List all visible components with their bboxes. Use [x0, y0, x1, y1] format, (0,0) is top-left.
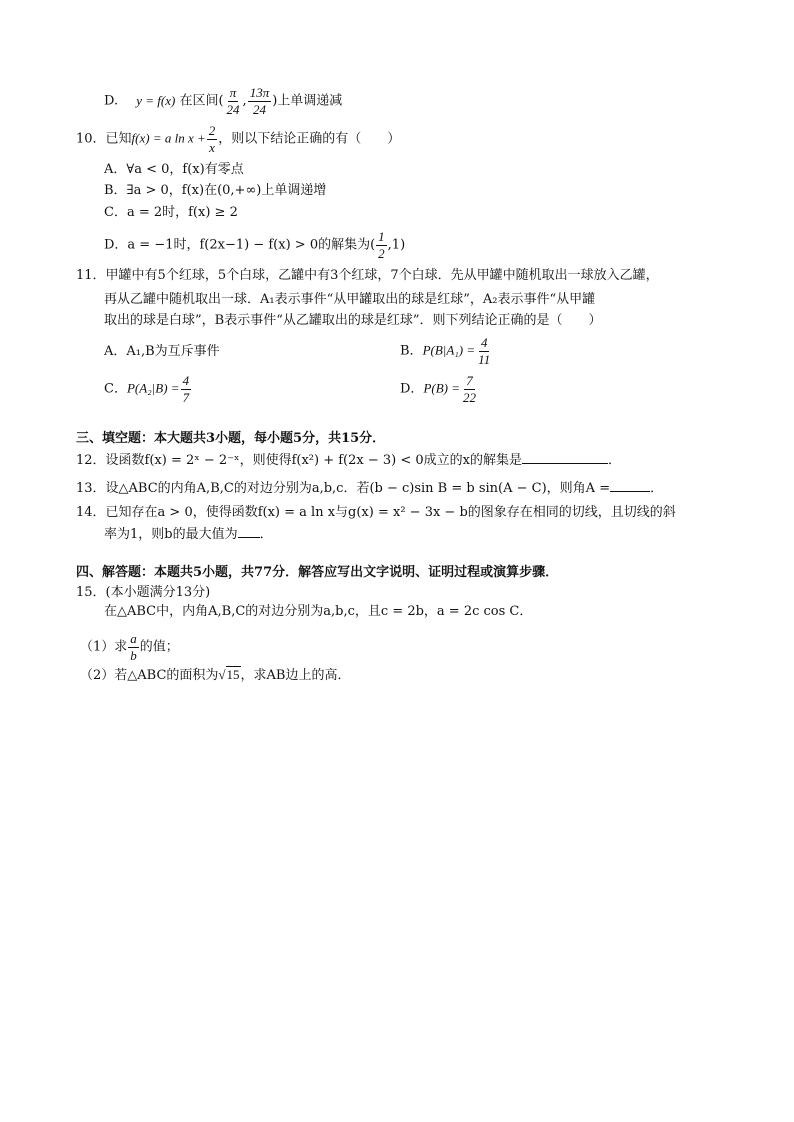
question-text: ．: [259, 527, 273, 542]
q11-option-a: A．A₁,B为互斥事件: [104, 344, 220, 359]
option-label: C．: [104, 381, 127, 397]
q11-stem-line3: 取出的球是白球”，B表示事件“从乙罐取出的球是红球”．则下列结论正确的是（ ）: [104, 313, 602, 328]
fraction-numerator: 13π: [249, 85, 270, 100]
fraction-numerator: π: [229, 85, 237, 100]
q15-title: 15．(本小题满分13分): [76, 585, 211, 600]
option-text: ,: [242, 93, 247, 109]
question-text: ．: [650, 481, 664, 496]
math-expression: P(B) =: [423, 380, 460, 396]
fraction-denominator: x: [209, 139, 215, 155]
q11-option-b: [400, 336, 493, 366]
q11-stem-line2: 再从乙罐中随机取出一球．A₁表示事件“从甲罐取出的球是红球”，A₂表示事件“从甲罐: [104, 292, 596, 307]
fraction: [376, 230, 387, 260]
fraction: [128, 632, 139, 662]
q13: [76, 482, 663, 495]
fraction: [461, 374, 478, 404]
fraction-numerator: 1: [378, 229, 385, 244]
fraction-numerator: a: [130, 631, 137, 646]
q11-option-d: [400, 374, 479, 404]
question-text: ．: [607, 453, 621, 468]
question-text: 10．已知: [76, 131, 132, 147]
answer-blank[interactable]: [610, 490, 650, 492]
fraction: [225, 86, 242, 116]
q14-line2: [104, 528, 273, 541]
option-text: D．a = −1时，f(2x−1) − f(x) > 0的解集为(: [104, 237, 376, 253]
q15-part1: [80, 632, 179, 662]
option-text: ,1): [387, 237, 406, 253]
question-text: （2）若△ABC的面积为: [80, 668, 219, 683]
question-text: 12．设函数f(x) = 2ˣ − 2⁻ˣ，则使得f(x²) + f(2x − 3) < 0成立的x的解集是: [76, 453, 522, 468]
section4-header: 四、解答题：本题共5小题，共77分．解答应写出文字说明、证明过程或演算步骤．: [76, 565, 559, 580]
q9-option-d: [104, 86, 342, 116]
section3-header: 三、填空题：本大题共3小题，每小题5分，共15分．: [76, 431, 386, 446]
fraction-denominator: 7: [182, 389, 190, 405]
option-label: D.: [104, 93, 119, 109]
fraction: [181, 374, 192, 404]
answer-blank[interactable]: [238, 536, 260, 538]
q15-stem: 在△ABC中，内角A,B,C的对边分别为a,b,c，且c = 2b，a = 2c cos C．: [104, 604, 533, 619]
fraction-numerator: 2: [208, 123, 216, 138]
q10-option-a: A．∀a < 0，f(x)有零点: [104, 162, 244, 177]
q12: [76, 454, 621, 467]
question-text: ，求AB边上的高．: [240, 668, 351, 683]
fraction: [476, 336, 492, 366]
fraction-denominator: 11: [478, 351, 491, 367]
q10-option-b: B．∃a > 0，f(x)在(0,+∞)上单调递增: [104, 183, 327, 198]
fraction-denominator: 2: [378, 245, 385, 261]
math-expression: P(A₂|B) =: [126, 380, 180, 396]
q10-stem: [76, 124, 400, 154]
fraction-numerator: 4: [480, 335, 488, 350]
fraction-numerator: 7: [466, 373, 473, 388]
q10-option-c: C．a = 2时，f(x) ≥ 2: [104, 205, 238, 220]
radicand: 15: [226, 667, 240, 682]
question-text: 率为1，则b的最大值为: [104, 527, 238, 542]
question-text: 13．设△ABC的内角A,B,C的对边分别为a,b,c．若(b − c)sin B = b sin(A − C)，则角A =: [76, 481, 611, 496]
question-text: 的值；: [139, 639, 179, 655]
fraction-denominator: 24: [226, 101, 240, 117]
option-text: 在区间(: [179, 93, 224, 109]
math-expression: y = f(x): [136, 92, 176, 108]
fraction-numerator: 4: [182, 373, 190, 388]
q15-part2: [80, 668, 351, 682]
math-expression: f(x) = a ln x +: [131, 130, 206, 146]
answer-blank[interactable]: [522, 462, 608, 464]
question-text: （1）求: [80, 639, 128, 655]
fraction: [248, 86, 272, 116]
option-label: B．: [400, 343, 423, 359]
square-root: √15: [218, 667, 240, 682]
option-label: D．: [400, 381, 424, 397]
q11-option-c: [104, 374, 192, 404]
fraction-denominator: 24: [252, 101, 266, 117]
question-text: ，则以下结论正确的有（ ）: [218, 131, 401, 147]
q11-stem-line1: 11．甲罐中有5个红球，5个白球，乙罐中有3个红球，7个白球．先从甲罐中随机取出一球放入乙罐，: [76, 268, 659, 283]
math-expression: P(B|A₁) =: [422, 342, 476, 358]
option-text: )上单调递减: [272, 93, 343, 109]
q10-option-d: [104, 230, 405, 260]
fraction-denominator: b: [130, 647, 137, 663]
fraction: [207, 124, 218, 154]
q14-line1: 14．已知存在a > 0，使得函数f(x) = a ln x与g(x) = x² − 3x − b的图象存在相同的切线，且切线的斜: [76, 505, 676, 520]
fraction-denominator: 22: [463, 389, 476, 405]
